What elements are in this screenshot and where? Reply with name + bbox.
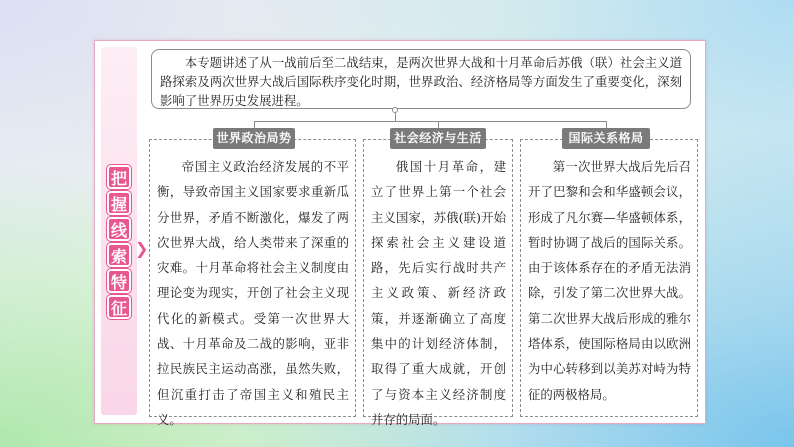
sidebar-title-char: 把 [107, 165, 131, 189]
heading-social-economy: 社会经济与生活 [390, 128, 486, 149]
connector-line [395, 113, 396, 121]
connector-line [254, 121, 607, 122]
chevron-right-icon: ❯ [135, 239, 149, 258]
column-social-economy: 俄国十月革命，建立了世界上第一个社会主义国家，苏俄(联)开始探索社会主义建设道路，先后实行战时共产主义政策、新经济政策，并逐渐确立了高度集中的计划经济体制，取得了重大成就，开创了与资本主义经济制度并存的局面。 [363, 139, 513, 417]
heading-world-politics: 世界政治局势 [213, 128, 295, 149]
sidebar [101, 47, 137, 415]
sidebar-title-char: 线 [107, 217, 131, 241]
sidebar-title-char: 征 [107, 295, 131, 319]
content-card [94, 40, 706, 427]
sidebar-title [107, 165, 131, 321]
column-world-politics: 帝国主义政治经济发展的不平衡，导致帝国主义国家要求重新瓜分世界，矛盾不断激化，爆发了两次世界大战，给人类带来了深重的灾难。十月革命将社会主义制度由理论变为现实，开创了社会主义现代化的新模式。受第一次世界大战、十月革命及二战的影响，亚非拉民族民主运动高涨，虽然失败，但沉重打击了帝国主义和殖民主义。 [149, 139, 356, 417]
heading-international-relations: 国际关系格局 [562, 128, 650, 149]
sidebar-title-char: 特 [107, 269, 131, 293]
sidebar-title-char: 索 [107, 243, 131, 267]
column-international-relations: 第一次世界大战后先后召开了巴黎和会和华盛顿会议，形成了凡尔赛—华盛顿体系，暂时协调了战后的国际关系。由于该体系存在的矛盾无法消除，引发了第二次世界大战。第二次世界大战后形成的雅尔塔体系，使国际格局由以欧洲为中心转移到以美苏对峙为特征的两极格局。 [520, 139, 698, 417]
summary-box: 本专题讲述了从一战前后至二战结束，是两次世界大战和十月革命后苏俄（联）社会主义道路探索及两次世界大战后国际秩序变化时期，世界政治、经济格局等方面发生了重要变化，深刻影响了世界历史发展进程。 [151, 49, 691, 109]
sidebar-title-char: 握 [107, 191, 131, 215]
